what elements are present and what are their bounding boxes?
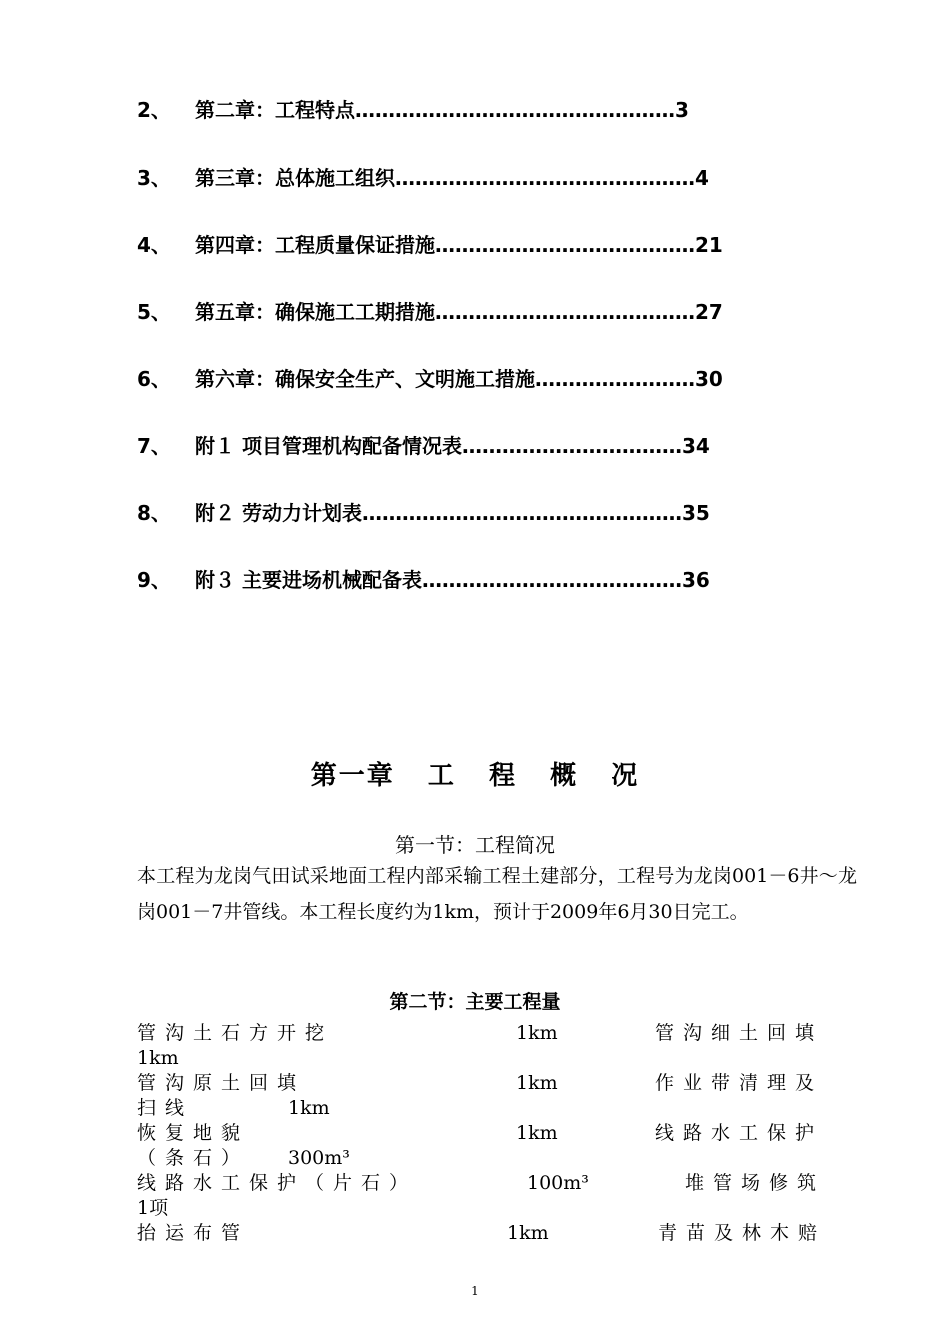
toc-entry[interactable]: 7、 附１ 项目管理机构配备情况表……………………………34 [137,434,710,458]
toc-entry[interactable]: 2、 第二章：工程特点…………………………………………3 [137,98,689,122]
quantity-row: 1km [137,1047,179,1069]
quantity-row: 1项 [137,1197,169,1219]
toc-entry[interactable]: 5、 第五章：确保施工工期措施…………………………………27 [137,300,723,324]
section-title: 第二节：主要工程量 [389,991,561,1013]
section-title: 第一节：工程简况 [395,833,555,857]
toc-entry[interactable]: 8、 附２ 劳动力计划表…………………………………………35 [137,501,710,525]
page-number: 1 [471,1284,479,1298]
toc-entry[interactable]: 6、 第六章：确保安全生产、文明施工措施……………………30 [137,367,723,391]
chapter-title: 第一章 工 程 概 况 [310,761,640,791]
toc-entry[interactable]: 4、 第四章：工程质量保证措施…………………………………21 [137,233,723,257]
section-paragraph: 本工程为龙岗气田试采地面工程内部采输工程土建部分，工程号为龙岗001－6井～龙岗001－7井管线。本工程长度约为1km，预计于2009年6月30日完工。 [137,865,857,923]
toc-entry[interactable]: 9、 附３ 主要进场机械配备表…………………………………36 [137,568,710,592]
toc-entry[interactable]: 3、 第三章：总体施工组织………………………………………4 [137,166,709,190]
